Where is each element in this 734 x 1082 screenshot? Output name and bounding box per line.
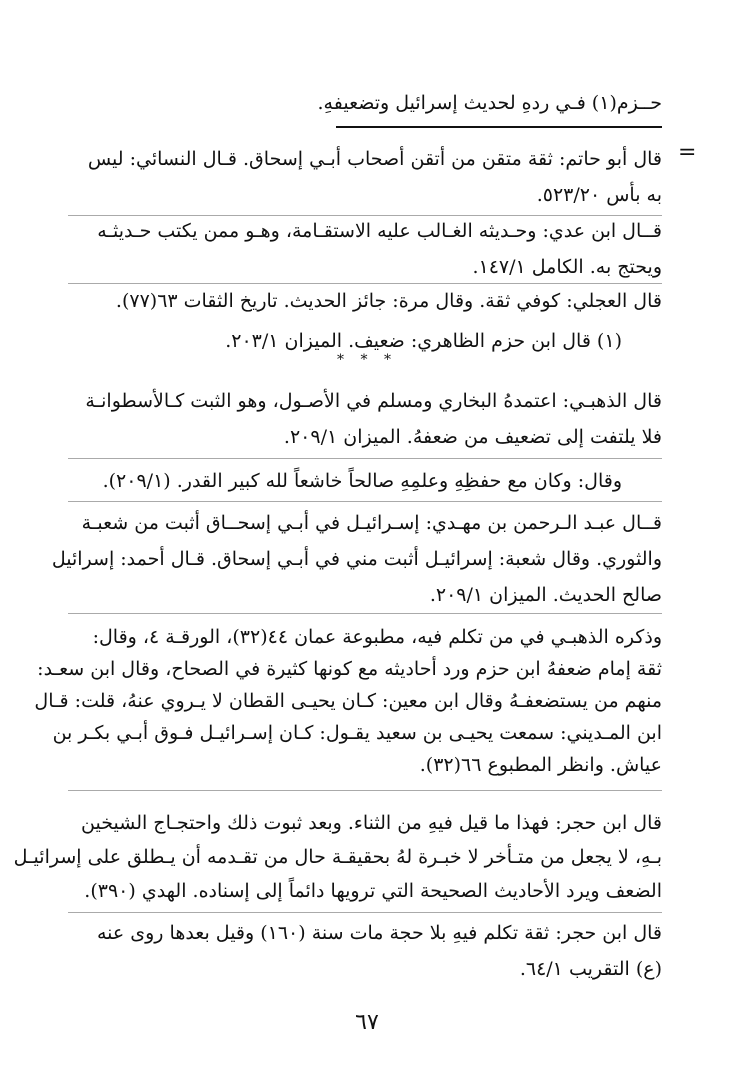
footnote: (١) قال ابن حزم الظاهري: ضعيف. الميزان ٢٠٣/١. bbox=[225, 330, 622, 352]
note-line: قال أبو حاتم: ثقة متقن من أتقن أصحاب أبـي إسحاق. قـال النسائي: ليس bbox=[87, 148, 662, 170]
note-line: قال الذهبـي: اعتمدهُ البخاري ومسلم في الأصـول، وهو الثبت كـالأسطوانـة bbox=[85, 390, 662, 412]
note-line: الضعف ويرد الأحاديث الصحيحة التي ترويها دائماً إلى إسناده. الهدي (٣٩٠). bbox=[84, 880, 662, 902]
block-border bbox=[68, 613, 662, 614]
separator: * * * bbox=[337, 352, 397, 368]
block-border bbox=[68, 501, 662, 502]
note-line: ويحتج به. الكامل ١٤٧/١. bbox=[472, 256, 662, 278]
block-border bbox=[68, 790, 662, 791]
note-line: به بأس ٥٢٣/٢٠. bbox=[536, 184, 662, 206]
block-border bbox=[68, 458, 662, 459]
note-line: قــال عبـد الـرحمن بن مهـدي: إسـرائيـل في أبـي إسحــاق أثبت من شعبـة bbox=[81, 512, 662, 534]
page-number: ٦٧ bbox=[355, 1010, 379, 1035]
note-line: عياش. وانظر المطبوع ٦٦(٣٢). bbox=[419, 754, 662, 776]
note-line: قال ابن حجر: فهذا ما قيل فيهِ من الثناء. وبعد ثبوت ذلك واحتجـاج الشيخين bbox=[81, 812, 662, 834]
note-line: فلا يلتفت إلى تضعيف من ضعفهُ. الميزان ٢٠٩/١. bbox=[283, 426, 662, 448]
note-line: وذكره الذهبـي في من تكلم فيه، مطبوعة عمان ٤٤(٣٢)، الورقـة ٤، وقال: bbox=[92, 626, 662, 648]
note-line: ثقة إمام ضعفهُ ابن حزم ورد أحاديثه مع كونها كثيرة في الصحاح، وقال ابن سعـد: bbox=[37, 658, 662, 680]
note-line: قال العجلي: كوفي ثقة. وقال مرة: جائز الحديث. تاريخ الثقات ٦٣(٧٧). bbox=[115, 290, 662, 312]
note-line: قال ابن حجر: ثقة تكلم فيهِ بلا حجة مات سنة (١٦٠) وقيل بعدها روى عنه bbox=[96, 922, 662, 944]
note-line: صالح الحديث. الميزان ٢٠٩/١. bbox=[429, 584, 662, 606]
note-line: بـهِ، لا يجعل من متـأخر لا خبـرة لهُ بحقيقـة حال من تقـدمه أن يـطلق على إسرائيـل bbox=[13, 846, 662, 868]
note-line: (ع) التقريب ٦٤/١. bbox=[519, 958, 662, 980]
note-line: قــال ابن عدي: وحـديثه الغـالب عليه الاستقـامة، وهـو ممن يكتب حـديثـه bbox=[97, 220, 662, 242]
top-line: حــزم(١) فـي ردهِ لحديث إسرائيل وتضعيفهِ. bbox=[317, 92, 662, 114]
note-line: والثوري. وقال شعبة: إسرائيـل أثبت مني في أبـي إسحاق. قـال أحمد: إسرائيل bbox=[51, 548, 662, 570]
margin-mark: = bbox=[678, 140, 697, 165]
horizontal-rule bbox=[336, 126, 662, 128]
note-line: وقال: وكان مع حفظِهِ وعلمِهِ صالحاً خاشعاً لله كبير القدر. (٢٠٩/١). bbox=[102, 470, 622, 492]
block-border bbox=[68, 283, 662, 284]
note-line: منهم من يستضعفـهُ وقال ابن معين: كـان يحيـى القطان لا يـروي عنهُ، قلت: قـال bbox=[34, 690, 662, 712]
block-border bbox=[68, 912, 662, 913]
note-line: ابن المـديني: سمعت يحيـى بن سعيد يقـول: كـان إسـرائيـل فـوق أبـي بكـر بن bbox=[52, 722, 662, 744]
